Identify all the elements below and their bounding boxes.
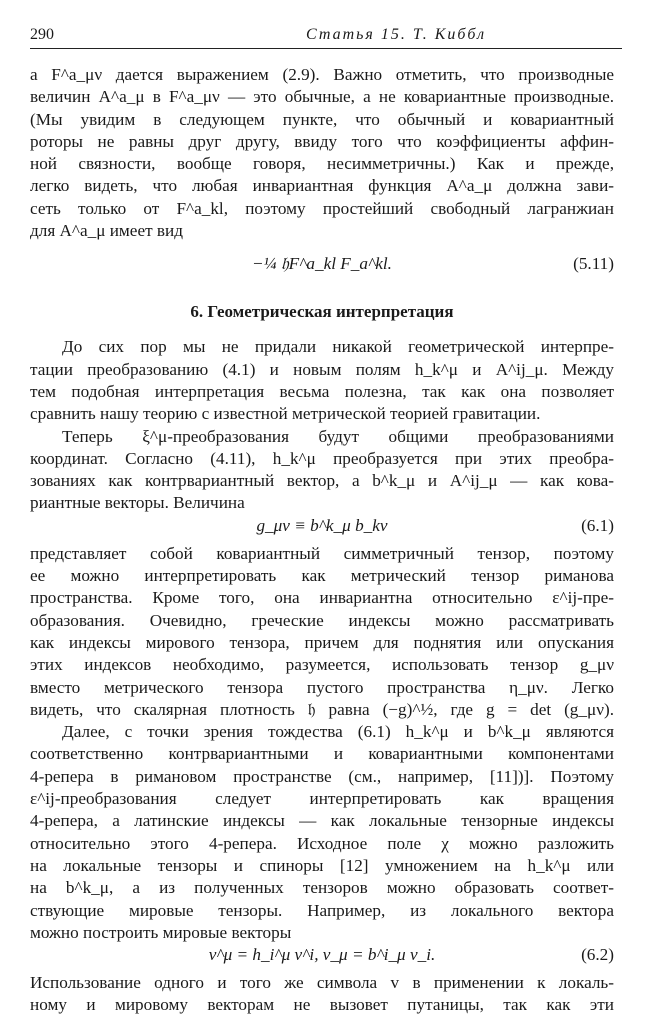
text-line: на локальные тензоры и спиноры [12] умножением на h_k^μ или xyxy=(30,855,614,875)
page-number: 290 xyxy=(30,26,54,43)
text-line: тации преобразованию (4.1) и новым полям h_k^μ и A^ij_μ. Между xyxy=(30,359,614,379)
text-line: ному и мировому векторам не вызовет путаницы, так как эти xyxy=(30,995,614,1015)
text-line: Далее, с точки зрения тождества (6.1) h_k^μ и b^k_μ являются xyxy=(62,722,614,742)
text-line: тем подобная интерпретация весьма полезна, так как она позволяет xyxy=(30,381,614,401)
text-line: Теперь ξ^μ-преобразования будут общими преобразованиями xyxy=(62,426,614,446)
text-line: для A^a_μ имеет вид xyxy=(30,221,183,241)
text-line: ствующие мировые тензоры. Например, из локального вектора xyxy=(30,900,614,920)
text-line: Использование одного и того же символа v в применении к локаль- xyxy=(30,973,614,993)
text-line: До сих пор мы не придали никакой геометрической интерпре- xyxy=(62,337,614,357)
equation-expression: −¼ 𝔥F^a_kl F_a^kl. xyxy=(252,254,392,274)
paragraph-3 xyxy=(30,426,614,515)
text-line: координат. Согласно (4.11), h_k^μ преобразуется при этих преобра- xyxy=(30,448,614,468)
text-line: риантные векторы. Величина xyxy=(30,493,245,513)
text-line: относительно этого 4-репера. Исходное поле χ можно разложить xyxy=(30,833,614,853)
paragraph-6 xyxy=(30,972,614,1017)
text-line: соответственно контрвариантными и ковариантными компонентами xyxy=(30,744,614,764)
paragraph-2 xyxy=(30,336,614,425)
equation-number: (6.1) xyxy=(581,515,614,535)
text-line: видеть, что скалярная плотность 𝔥 равна (−g)^½, где g = det (g_μν). xyxy=(30,699,614,719)
running-head: Статья 15. Т. Киббл xyxy=(305,26,487,43)
page-header xyxy=(30,24,622,49)
text-line: представляет собой ковариантный симметричный тензор, поэтому xyxy=(30,543,614,563)
text-line: 4-репера, а латинские индексы — как локальные тензорные индексы xyxy=(30,811,614,831)
text-line: а F^a_μν дается выражением (2.9). Важно отметить, что производные xyxy=(30,65,614,84)
text-line: этих индексов необходимо, разумеется, использовать тензор g_μν xyxy=(30,655,614,675)
text-line: пространства. Кроме того, она инвариантна относительно ε^ij-пре- xyxy=(30,588,614,608)
text-line: ной связности, вообще говоря, несимметричны.) Как и прежде, xyxy=(30,154,614,174)
equation-expression: v^μ = h_i^μ v^i, v_μ = b^i_μ v_i. xyxy=(208,945,436,965)
text-line: (Мы увидим в следующем пункте, что обычный и ковариантный xyxy=(30,109,614,129)
text-line: сеть только от F^a_kl, поэтому простейший свободный лагранжиан xyxy=(30,198,614,218)
equation-number: (5.11) xyxy=(573,254,614,274)
text-line: зованиях как контрвариантный вектор, а b^k_μ и A^ij_μ — как кова- xyxy=(30,471,614,491)
equation-expression: g_μν ≡ b^k_μ b_kν xyxy=(256,515,388,535)
text-line: роторы не равны друг другу, ввиду того что коэффициенты аффин- xyxy=(30,131,614,151)
text-line: величин A^a_μ в F^a_μν — это обычные, а не ковариантные производные. xyxy=(30,87,614,107)
text-line: вместо метрического тензора пустого пространства η_μν. Легко xyxy=(30,677,614,697)
text-line: сравнить нашу теорию с известной метрической теорией гравитации. xyxy=(30,404,541,424)
text-line: ε^ij-преобразования следует интерпретировать как вращения xyxy=(30,789,614,809)
text-line: 4-репера в римановом пространстве (см., например, [11])]. Поэтому xyxy=(30,766,614,786)
section-title: 6. Геометрическая интерпретация xyxy=(190,302,454,322)
paragraph-4 xyxy=(30,543,614,721)
page-body xyxy=(30,64,614,1017)
paragraph-5 xyxy=(30,721,614,944)
text-line: образования. Очевидно, греческие индексы можно рассматривать xyxy=(30,610,614,630)
paragraph-1 xyxy=(30,64,614,242)
equation-5-11 xyxy=(30,242,614,288)
text-line: легко видеть, что любая инвариантная функция A^a_μ должна зави- xyxy=(30,176,614,196)
equation-number: (6.2) xyxy=(581,945,614,965)
equation-6-2 xyxy=(30,944,614,972)
text-line: на b^k_μ, а из полученных тензоров можно образовать соответ- xyxy=(30,878,614,898)
text-line: ее можно интерпретировать как метрический тензор риманова xyxy=(30,566,614,586)
text-line: можно построить мировые векторы xyxy=(30,922,292,942)
text-line: как индексы мирового тензора, причем для поднятия или опускания xyxy=(30,632,614,652)
equation-6-1 xyxy=(30,515,614,543)
